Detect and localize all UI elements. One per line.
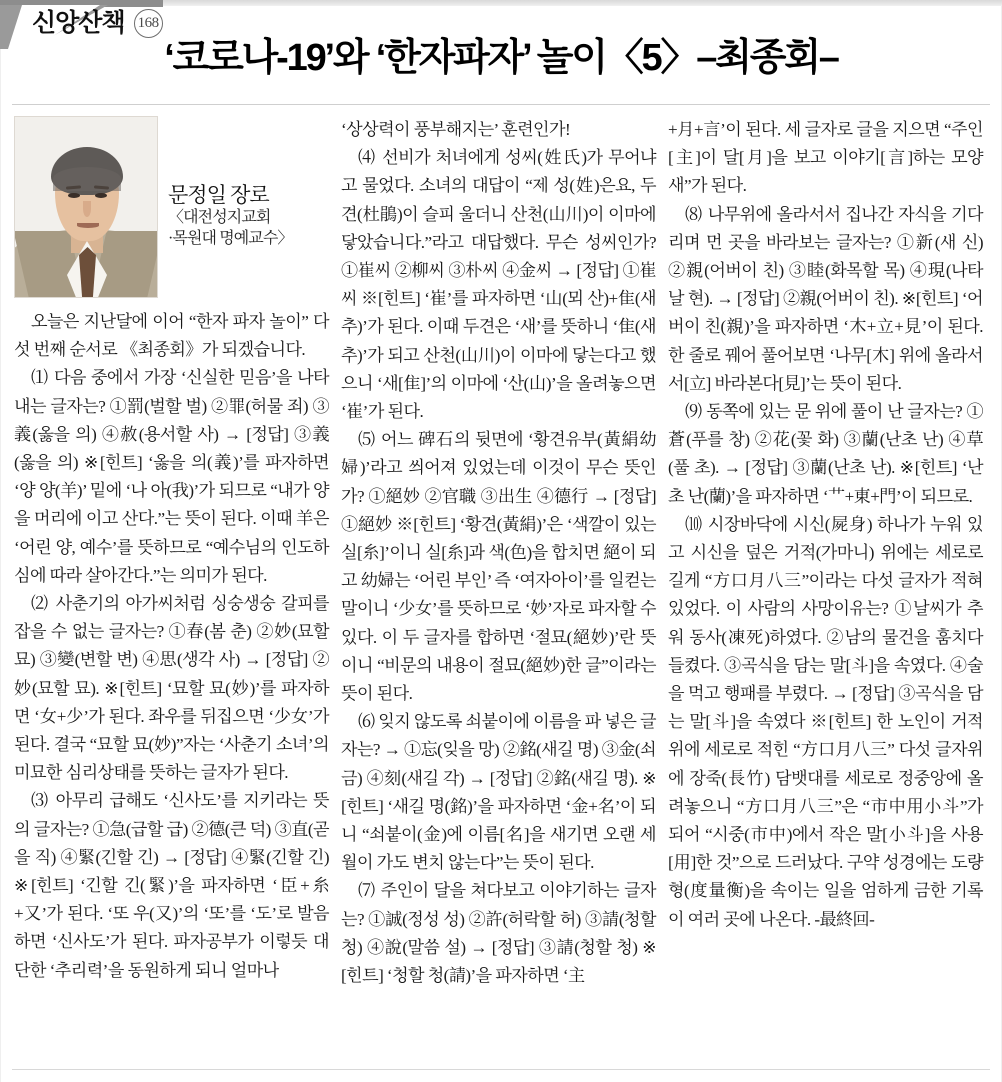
article-body	[14, 116, 990, 1066]
headline-divider-rule	[12, 104, 990, 105]
paragraph: ⑽ 시장바닥에 시신(屍身) 하나가 누워 있고 시신을 덮은 거적(가마니) 위에는 세로로 길게 “方口月八三”이라는 다섯 글자가 적혀 있었다. 이 사람의 사망이유는? ①날씨가 추워 동사(凍死)하였다. ②남의 물건을 훔치다 들켰다. ③곡식을 담는 말[斗]을 속였다. ④술을 먹고 행패를 부렸다. → [정답] ③곡식을 담는 말[斗]을 속였다 ※[힌트] 한 노인이 거적 위에 세로로 적힌 “方口月八三” 다섯 글자위에 장죽(長竹) 담뱃대를 세로로 정중앙에 올려놓으니 “方口月八三”은 “市中用小斗”가 되어 “시중(市中)에서 작은 말[小斗]을 사용[用]한 것”으로 드러났다. 구약 성경에는 도량형(度量衡)을 속이는 일을 엄하게 금한 기록이 여러 곳에 나온다. -最終回-	[668, 514, 983, 929]
author-portrait	[14, 116, 158, 298]
issue-number-badge: 168	[134, 9, 163, 38]
paragraph: ⑷ 선비가 처녀에게 성씨(姓氏)가 무어냐고 물었다. 소녀의 대답이 “제 성(姓)은요, 두견(杜鵑)이 슬피 울더니 산천(山川)이 이마에 닿았습니다.”라고 대답했다. 무슨 성씨인가? ①崔씨 ②柳씨 ③朴씨 ④金씨 → [정답] ①崔씨 ※[힌트] ‘崔’를 파자하면 ‘山(뫼 산)+隹(새 추)’가 된다. 이때 두견은 ‘새’를 뜻하니 ‘隹(새 추)’가 되고 산천(山川)이 이마에 닿는다고 했으니 ‘새[隹]’의 이마에 ‘산(山)’을 올려놓으면 ‘崔’가 된다.	[341, 148, 656, 422]
author-block	[14, 116, 329, 302]
paragraph: ⑹ 잊지 않도록 쇠붙이에 이름을 파 넣은 글자는? → ①忘(잊을 망) ②銘(새길 명) ③金(쇠 금) ④刻(새길 각) → [정답] ②銘(새길 명). ※[힌트] ‘새길 명(銘)’을 파자하면 ‘金+名’이 되니 “쇠붙이(金)에 이름[名]을 새기면 오랜 세월이 가도 변치 않는다”는 뜻이 된다.	[341, 712, 657, 873]
paragraph: ⑵ 사춘기의 아가씨처럼 싱숭생숭 갈피를 잡을 수 없는 글자는? ①春(봄 춘) ②妙(묘할 묘) ③變(변할 변) ④思(생각 사) → [정답] ②妙(묘할 묘). ※[힌트] ‘묘할 묘(妙)’를 파자하면 ‘女+少’가 된다. 좌우를 뒤집으면 ‘少女’가 된다. 결국 “묘할 묘(妙)”자는 ‘사춘기 소녀’의 미묘한 심리상태를 뜻하는 글자가 된다.	[14, 594, 329, 783]
article-column-3	[668, 116, 983, 1066]
author-affiliation-line-2: ·목원대 명예교수〉	[168, 230, 293, 248]
paragraph: ⑻ 나무위에 올라서서 집나간 자식을 기다리며 먼 곳을 바라보는 글자는? ①新(새 신) ②親(어버이 친) ③睦(화목할 목) ④現(나타날 현). → [정답] ②親(어버이 친). ※[힌트] ‘어버이 친(親)’을 파자하면 ‘木+立+見’이 된다. 한 줄로 꿰어 풀어보면 ‘나무[木] 위에 올라서서[立] 바라본다[見]’는 뜻이 된다.	[668, 204, 983, 393]
page-edge-left	[0, 0, 1, 1082]
author-affiliation-line-1: 〈대전성지교회	[168, 209, 271, 227]
article-headline: ‘코로나-19’와 ‘한자파자’ 놀이〈5〉–최종회–	[164, 37, 838, 79]
paragraph: ⑶ 아무리 급해도 ‘신사도’를 지키라는 뜻의 글자는? ①急(급할 급) ②德(큰 덕) ③直(곧을 직) ④緊(긴할 긴) → [정답] ④緊(긴할 긴) ※[힌트] ‘긴할 긴(緊)’을 파자하면 ‘臣+糸+又’가 된다. ‘또 우(又)’의 ‘또’를 ‘도’로 발음하면 ‘신사도’가 된다. 파자공부가 이렇듯 대단한 ‘추리력’을 동원하게 되니 얼마나	[14, 791, 329, 980]
series-title: 신앙산책	[32, 9, 125, 37]
paragraph: ⑺ 주인이 달을 쳐다보고 이야기하는 글자는? ①誠(정성 성) ②許(허락할 허) ③請(청할 청) ④說(말씀 설) → [정답] ③請(청할 청) ※[힌트] ‘청할 청(請)’을 파자하면 ‘主	[341, 881, 656, 986]
bottom-divider-rule	[12, 1069, 990, 1070]
paragraph: ⑸ 어느 碑石의 뒷면에 ‘황견유부(黃絹幼婦)’라고 씌어져 있었는데 이것이 무슨 뜻인가? ①絕妙 ②官職 ③出生 ④德行 → [정답] ①絕妙 ※[힌트] ‘황견(黃絹)’은 ‘색깔이 있는 실[糸]’이니 실[糸]과 색(色)을 합치면 絕이 되고 幼婦는 ‘어린 부인’ 즉 ‘여자아이’를 일컫는 말이니 ‘少女’를 뜻하므로 ‘妙’자로 파자할 수 있다. 이 두 글자를 합하면 ‘절묘(絕妙)’란 뜻이니 “비문의 내용이 절묘(絕妙)한 글”이라는 뜻이 된다.	[341, 430, 656, 704]
paragraph: ⑼ 동쪽에 있는 문 위에 풀이 난 글자는? ①蒼(푸를 창) ②花(꽃 화) ③蘭(난초 난) ④草(풀 초). → [정답] ③蘭(난초 난). ※[힌트] ‘난초 난(蘭)’을 파자하면 ‘艹+東+門’이 되므로.	[668, 402, 983, 506]
paragraph: ‘상상력이 풍부해지는’ 훈련인가!	[341, 120, 571, 139]
article-column-2	[341, 116, 656, 1066]
top-rule-light	[163, 0, 1002, 6]
paragraph: +月+言’이 된다. 세 글자로 글을 지으면 “주인[主]이 달[月]을 보고 이야기[言]하는 모양새”가 된다.	[668, 120, 983, 196]
paragraph: ⑴ 다음 중에서 가장 ‘신실한 믿음’을 나타내는 글자는? ①罰(벌할 벌) ②罪(허물 죄) ③義(옳을 의) ④赦(용서할 사) → [정답] ③義(옳을 의) ※[힌트] ‘옳을 의(義)’를 파자하면 ‘양 양(羊)’ 밑에 ‘나 아(我)’가 되므로 “내가 양을 머리에 이고 산다.”는 뜻이 된다. 이때 羊은 ‘어린 양, 예수’를 뜻하므로 “예수님의 인도하심에 따라 살아간다.”는 의미가 된다.	[14, 368, 329, 585]
author-name: 문정일 장로	[168, 183, 269, 207]
masthead	[32, 9, 163, 38]
article-column-1	[14, 116, 329, 1066]
paragraph: 오늘은 지난달에 이어 “한자 파자 놀이” 다섯 번째 순서로 《최종회》가 되겠습니다.	[14, 312, 329, 360]
